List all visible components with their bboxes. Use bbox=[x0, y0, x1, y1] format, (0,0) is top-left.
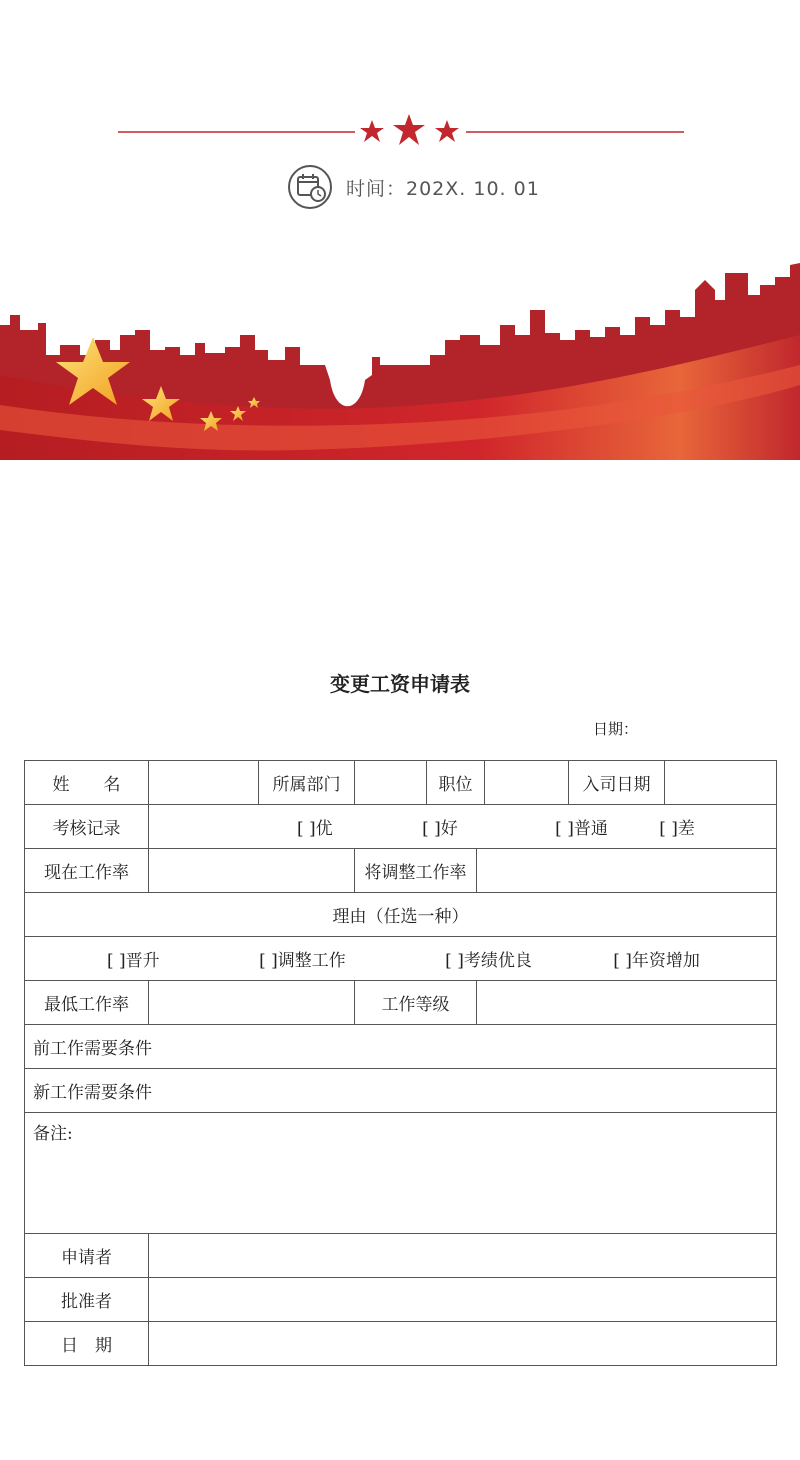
join-date-label: 入司日期 bbox=[569, 761, 665, 805]
table-row bbox=[25, 1234, 777, 1278]
min-rate-field[interactable] bbox=[149, 981, 355, 1025]
position-label: 职位 bbox=[427, 761, 485, 805]
table-row bbox=[25, 1278, 777, 1322]
current-rate-label: 现在工作率 bbox=[25, 849, 149, 893]
star-icon bbox=[393, 114, 425, 145]
table-row bbox=[25, 893, 777, 937]
table-row bbox=[25, 805, 777, 849]
review-option-average[interactable]: [ ]普通 bbox=[555, 819, 608, 839]
dept-field[interactable] bbox=[355, 761, 427, 805]
current-rate-field[interactable] bbox=[149, 849, 355, 893]
reason-option-seniority[interactable]: [ ]年资增加 bbox=[613, 951, 700, 971]
skyline-banner bbox=[0, 255, 800, 460]
remarks-label[interactable]: 备注: bbox=[25, 1113, 777, 1234]
review-option-good[interactable]: [ ]好 bbox=[422, 819, 458, 839]
work-level-label: 工作等级 bbox=[355, 981, 477, 1025]
new-conditions-label[interactable]: 新工作需要条件 bbox=[25, 1069, 777, 1113]
adjusted-rate-field[interactable] bbox=[477, 849, 777, 893]
approver-field[interactable] bbox=[149, 1278, 777, 1322]
dept-label: 所属部门 bbox=[259, 761, 355, 805]
reason-header: 理由（任选一种） bbox=[25, 893, 777, 937]
sign-date-label: 日 期 bbox=[25, 1322, 149, 1366]
date-text: 时间：202X. 10. 01 bbox=[346, 178, 540, 200]
table-row bbox=[25, 1322, 777, 1366]
sign-date-field[interactable] bbox=[149, 1322, 777, 1366]
review-option-poor[interactable]: [ ]差 bbox=[659, 819, 695, 839]
table-row bbox=[25, 761, 777, 805]
reason-options bbox=[25, 937, 777, 981]
approver-label: 批准者 bbox=[25, 1278, 149, 1322]
join-date-field[interactable] bbox=[665, 761, 777, 805]
table-row bbox=[25, 937, 777, 981]
table-row bbox=[25, 981, 777, 1025]
table-row bbox=[25, 1069, 777, 1113]
table-row bbox=[25, 1025, 777, 1069]
review-label: 考核记录 bbox=[25, 805, 149, 849]
work-level-field[interactable] bbox=[477, 981, 777, 1025]
min-rate-label: 最低工作率 bbox=[25, 981, 149, 1025]
name-label: 姓 名 bbox=[25, 761, 149, 805]
review-options bbox=[149, 805, 777, 849]
applicant-label: 申请者 bbox=[25, 1234, 149, 1278]
star-icon bbox=[360, 120, 384, 142]
adjusted-rate-label: 将调整工作率 bbox=[355, 849, 477, 893]
reason-option-performance[interactable]: [ ]考绩优良 bbox=[445, 951, 532, 971]
reason-option-promotion[interactable]: [ ]晋升 bbox=[107, 951, 160, 971]
star-icon bbox=[435, 120, 459, 142]
form-date-label: 日期： bbox=[593, 720, 639, 738]
salary-change-form bbox=[24, 760, 777, 1366]
table-row bbox=[25, 849, 777, 893]
reason-option-job-adjust[interactable]: [ ]调整工作 bbox=[259, 951, 346, 971]
table-row bbox=[25, 1113, 777, 1234]
prev-conditions-label[interactable]: 前工作需要条件 bbox=[25, 1025, 777, 1069]
review-option-excellent[interactable]: [ ]优 bbox=[297, 819, 333, 839]
name-field[interactable] bbox=[149, 761, 259, 805]
position-field[interactable] bbox=[485, 761, 569, 805]
form-title: 变更工资申请表 bbox=[330, 672, 470, 696]
calendar-clock-icon bbox=[289, 166, 331, 208]
applicant-field[interactable] bbox=[149, 1234, 777, 1278]
